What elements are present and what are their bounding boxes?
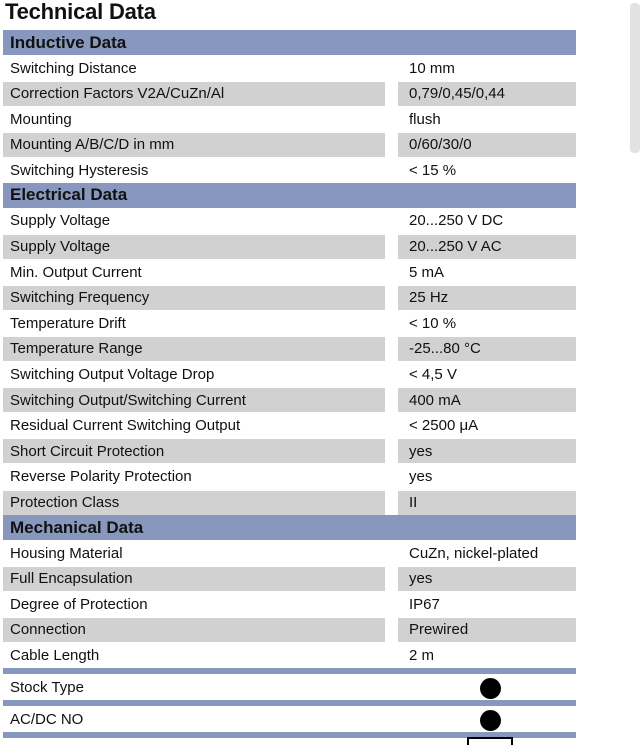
- filled-dot-icon: [480, 678, 501, 699]
- stock-type-label: Stock Type: [10, 678, 84, 696]
- row-value: flush: [409, 110, 441, 128]
- section-heading-mechanical: Mechanical Data: [3, 515, 576, 540]
- table-row: [3, 208, 576, 234]
- row-value: yes: [409, 468, 433, 486]
- row-value: Prewired: [398, 618, 576, 642]
- table-row: [3, 362, 576, 388]
- row-value: 5 mA: [409, 263, 445, 281]
- table-row: [3, 259, 576, 285]
- table-row: [3, 387, 576, 413]
- stock-type-row: [3, 674, 576, 700]
- row-label: Mounting: [10, 110, 72, 128]
- table-row: [3, 642, 576, 668]
- row-value: yes: [398, 439, 576, 463]
- row-label: Switching Output Voltage Drop: [10, 366, 215, 384]
- row-label: Correction Factors V2A/CuZn/Al: [3, 82, 385, 106]
- table-row: [3, 566, 576, 592]
- row-label: Temperature Range: [3, 337, 385, 361]
- table-row: [3, 132, 576, 158]
- filled-dot-icon: [480, 710, 501, 731]
- row-value: 0,79/0,45/0,44: [398, 82, 576, 106]
- row-value: -25...80 °C: [398, 337, 576, 361]
- row-value: 10 mm: [409, 59, 455, 77]
- row-value: 20...250 V DC: [409, 212, 504, 230]
- technical-data-table: [3, 30, 576, 738]
- row-label: Switching Distance: [10, 59, 137, 77]
- row-label: Switching Output/Switching Current: [3, 388, 385, 412]
- row-value: < 4,5 V: [409, 366, 457, 384]
- row-value: < 2500 μA: [409, 417, 479, 435]
- row-label: Short Circuit Protection: [3, 439, 385, 463]
- table-row: [3, 438, 576, 464]
- row-label: Temperature Drift: [10, 314, 126, 332]
- acdc-no-row: [3, 706, 576, 732]
- table-row: [3, 55, 576, 81]
- table-row: [3, 157, 576, 183]
- table-row: [3, 310, 576, 336]
- section-heading-electrical: Electrical Data: [3, 183, 576, 208]
- partial-box: [467, 737, 513, 745]
- row-label: Switching Frequency: [3, 286, 385, 310]
- table-row: [3, 591, 576, 617]
- page-title: Technical Data: [5, 0, 156, 24]
- row-value: < 15 %: [409, 161, 457, 179]
- row-value: II: [398, 491, 576, 515]
- row-label: Connection: [3, 618, 385, 642]
- acdc-no-label: AC/DC NO: [10, 710, 84, 728]
- row-label: Degree of Protection: [10, 595, 148, 613]
- row-label: Min. Output Current: [10, 263, 142, 281]
- table-row: [3, 617, 576, 643]
- row-label: Supply Voltage: [3, 235, 385, 259]
- row-value: IP67: [409, 595, 440, 613]
- row-label: Protection Class: [3, 491, 385, 515]
- table-row: [3, 336, 576, 362]
- row-label: Cable Length: [10, 646, 100, 664]
- row-label: Reverse Polarity Protection: [10, 468, 192, 486]
- row-label: Switching Hysteresis: [10, 161, 149, 179]
- row-value: CuZn, nickel-plated: [409, 544, 539, 562]
- row-value: 0/60/30/0: [398, 133, 576, 157]
- table-row: [3, 106, 576, 132]
- row-value: 25 Hz: [398, 286, 576, 310]
- table-row: [3, 81, 576, 107]
- row-label: Full Encapsulation: [3, 567, 385, 591]
- row-label: Residual Current Switching Output: [10, 417, 241, 435]
- table-row: [3, 464, 576, 490]
- row-value: yes: [398, 567, 576, 591]
- table-row: [3, 234, 576, 260]
- section-heading-inductive: Inductive Data: [3, 30, 576, 55]
- table-row: [3, 413, 576, 439]
- scrollbar[interactable]: [630, 3, 640, 153]
- row-label: Housing Material: [10, 544, 123, 562]
- table-row: [3, 285, 576, 311]
- row-label: Mounting A/B/C/D in mm: [3, 133, 385, 157]
- row-value: < 10 %: [409, 314, 457, 332]
- row-value: 20...250 V AC: [398, 235, 576, 259]
- row-label: Supply Voltage: [10, 212, 111, 230]
- table-row: [3, 490, 576, 516]
- row-value: 400 mA: [398, 388, 576, 412]
- row-value: 2 m: [409, 646, 435, 664]
- table-row: [3, 540, 576, 566]
